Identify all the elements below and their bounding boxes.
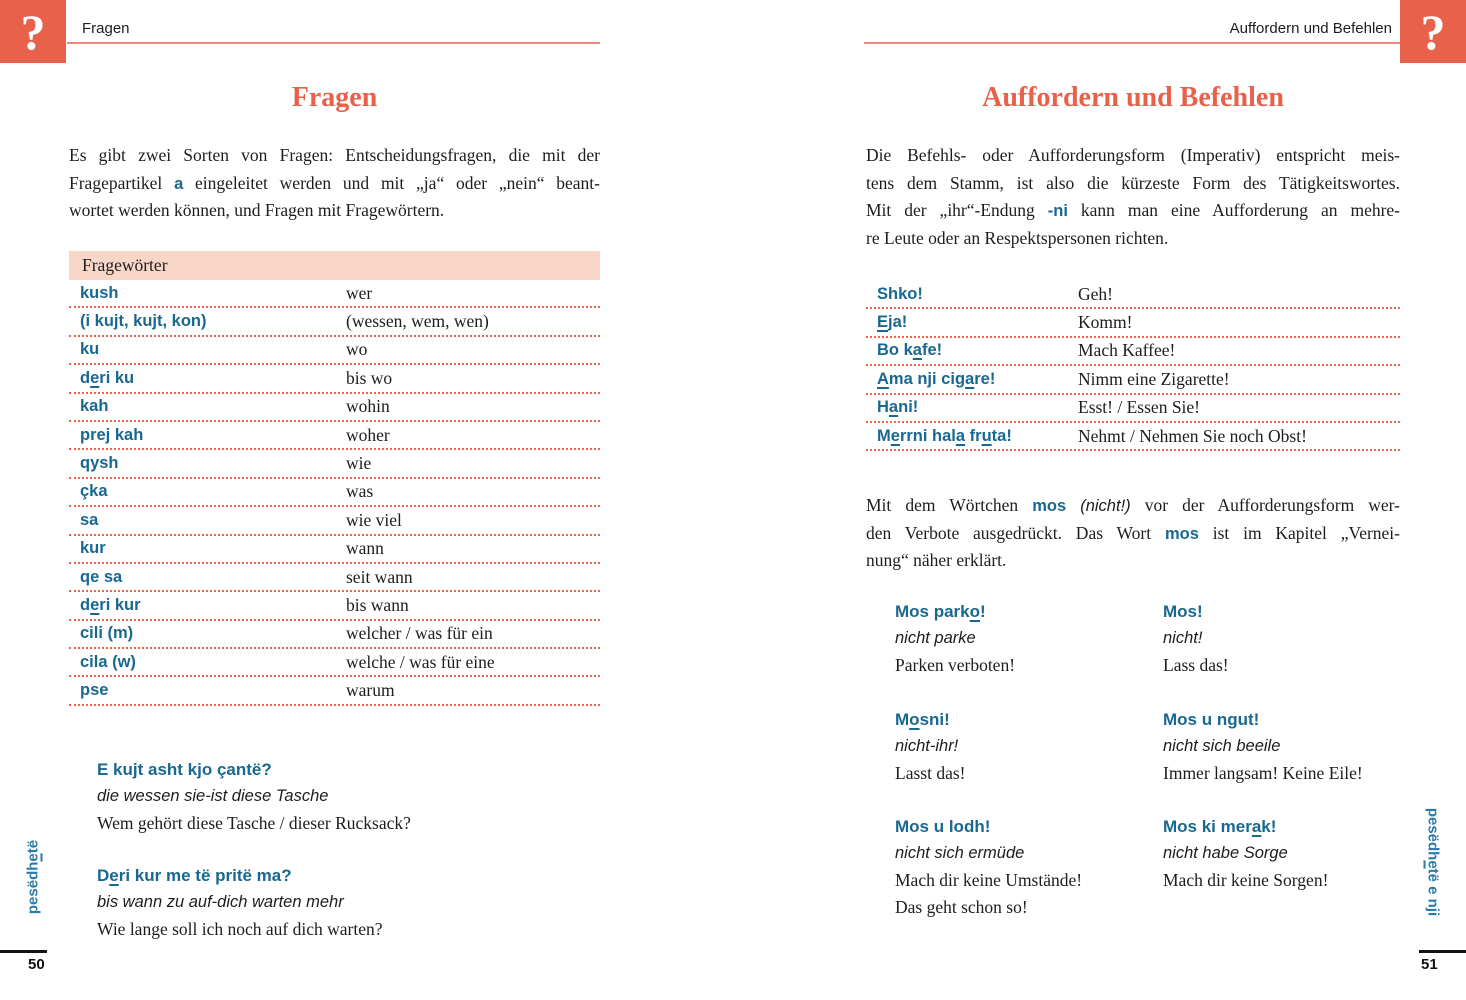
albanian-cell: cili (m): [80, 624, 134, 643]
page-number-left: 50: [28, 956, 45, 973]
paragraph-line: Die Befehls- oder Aufforderungsform (Imperativ) entspricht meis-: [866, 145, 1400, 165]
albanian-cell: ku: [80, 340, 100, 359]
albanian-cell: Hani!: [877, 398, 919, 417]
table-row: [69, 536, 600, 564]
albanian-cell: (i kujt, kujt, kon): [80, 312, 207, 331]
german-sentence: Mach dir keine Umstände!: [895, 870, 1083, 890]
paragraph-line: den Verbote ausgedrückt. Das Wort mos ist im Kapitel „Vernei-: [866, 522, 1400, 543]
gloss-line: die wessen sie-ist diese Tasche: [97, 787, 329, 805]
page-title-left: Fragen: [291, 82, 378, 113]
albanian-sentence: Deri kur me të pritë ma?: [97, 866, 292, 885]
intro-paragraph-right: [866, 142, 1400, 252]
question-mark-icon: ?: [0, 0, 66, 63]
table-row: [69, 677, 600, 705]
paragraph-line: Mit der „ihr“-Endung -ni kann man eine Aufforderung an mehre-: [866, 200, 1401, 220]
gloss-line: bis wann zu auf-dich warten mehr: [97, 893, 344, 911]
paragraph-line: Mit dem Wörtchen mos (nicht!) vor der Aufforderungsform wer-: [866, 495, 1400, 515]
question-mark-icon: ?: [1400, 0, 1466, 63]
gloss-line: nicht sich beeile: [1163, 737, 1281, 755]
header-rule: [67, 42, 600, 44]
german-cell: was: [346, 481, 374, 502]
albanian-sentence: Mosni!: [895, 710, 950, 729]
table-header: Fragewörter: [69, 251, 600, 280]
table-row: [866, 395, 1400, 423]
folio-rule: [1419, 950, 1466, 953]
german-cell: bis wann: [346, 595, 409, 615]
side-label-left: pesëdhetë: [24, 839, 42, 915]
albanian-cell: Eja!: [877, 313, 908, 332]
albanian-cell: cila (w): [80, 652, 136, 671]
mos-block: [895, 598, 1015, 679]
paragraph-line: re Leute oder an Respektspersonen richten.: [866, 227, 1169, 248]
albanian-cell: kur: [80, 539, 106, 558]
paragraph-line: Es gibt zwei Sorten von Fragen: Entscheidungsfragen, die mit der: [69, 145, 600, 165]
german-cell: wo: [346, 339, 368, 360]
german-cell: Komm!: [1078, 312, 1133, 333]
german-sentence: Immer langsam! Keine Eile!: [1163, 763, 1363, 783]
paragraph-line: wortet werden können, und Fragen mit Fragewörtern.: [69, 200, 445, 220]
german-cell: Nimm eine Zigarette!: [1078, 368, 1230, 389]
table-row: [69, 394, 600, 422]
german-sentence: Wie lange soll ich noch auf dich warten?: [97, 919, 383, 939]
table-row: [69, 308, 600, 336]
albanian-cell: prej kah: [80, 425, 144, 444]
table-row: [866, 423, 1400, 451]
table-row: [866, 366, 1400, 394]
german-sentence: Das geht schon so!: [895, 897, 1028, 917]
albanian-cell: Bo kafe!: [877, 341, 943, 360]
side-label-right: pesëdhetë e nji: [1424, 807, 1442, 917]
table-row: [69, 564, 600, 592]
german-cell: Mach Kaffee!: [1078, 340, 1176, 361]
german-cell: wie: [346, 453, 372, 474]
mos-block: [895, 706, 965, 787]
albanian-sentence: Mos!: [1163, 602, 1203, 621]
gloss-line: nicht parke: [895, 629, 976, 647]
table-row: [866, 309, 1400, 337]
german-cell: Geh!: [1078, 283, 1113, 304]
german-sentence: Mach dir keine Sorgen!: [1163, 870, 1329, 890]
albanian-cell: Shko!: [877, 284, 923, 303]
table-row: [69, 422, 600, 450]
albanian-cell: deri kur: [80, 596, 141, 614]
table-row: [866, 281, 1400, 309]
german-cell: welche / was für eine: [346, 651, 495, 672]
gloss-line: nicht sich ermüde: [895, 844, 1025, 862]
albanian-cell: qe sa: [80, 567, 123, 586]
albanian-sentence: Mos parko!: [895, 602, 986, 621]
albanian-cell: deri ku: [80, 368, 135, 387]
albanian-sentence: Mos u ngut!: [1163, 710, 1260, 729]
intro-paragraph-left: [69, 142, 600, 225]
paragraph-line: tens dem Stamm, ist also die kürzeste Form des Tätigkeitswortes.: [866, 172, 1400, 193]
page-number-right: 51: [1421, 956, 1438, 973]
question-words-table: [69, 251, 600, 706]
mos-block: [895, 813, 1082, 921]
german-cell: Nehmt / Nehmen Sie noch Obst!: [1078, 425, 1307, 446]
german-cell: wie viel: [346, 509, 402, 530]
gloss-line: nicht!: [1163, 629, 1203, 647]
german-cell: bis wo: [346, 367, 393, 388]
table-row: [69, 280, 600, 308]
german-cell: seit wann: [346, 566, 413, 587]
german-sentence: Wem gehört diese Tasche / dieser Rucksack?: [97, 813, 411, 833]
example-block: [97, 862, 383, 943]
table-row: [69, 450, 600, 478]
gloss-line: nicht-ihr!: [895, 737, 959, 755]
albanian-cell: çka: [80, 482, 108, 501]
german-cell: wer: [346, 282, 373, 303]
german-cell: Esst! / Essen Sie!: [1078, 397, 1201, 418]
albanian-cell: pse: [80, 681, 109, 700]
german-cell: wohin: [346, 396, 390, 417]
german-sentence: Lasst das!: [895, 763, 966, 783]
header-rule: [864, 42, 1400, 44]
german-cell: wann: [346, 538, 384, 559]
running-header-right: Auffordern und Befehlen: [1229, 20, 1392, 37]
albanian-sentence: Mos u lodh!: [895, 817, 991, 836]
table-row: [69, 507, 600, 535]
albanian-cell: kah: [80, 397, 109, 416]
table-row: [69, 479, 600, 507]
running-header-left: Fragen: [82, 20, 130, 37]
table-row: [69, 621, 600, 649]
mos-block: [1163, 813, 1328, 894]
paragraph-line: Fragepartikel a eingeleitet werden und mit „ja“ oder „nein“ beant-: [69, 172, 600, 193]
german-cell: woher: [346, 424, 390, 445]
albanian-sentence: Mos ki merak!: [1163, 817, 1277, 836]
paragraph-line: nung“ näher erklärt.: [866, 550, 1007, 570]
albanian-sentence: E kujt asht kjo çantë?: [97, 760, 272, 779]
german-cell: welcher / was für ein: [346, 623, 493, 644]
table-row: [866, 338, 1400, 366]
imperative-table: [866, 281, 1400, 451]
table-row: [69, 337, 600, 365]
albanian-cell: Merrni hala fruta!: [877, 426, 1012, 445]
albanian-cell: kush: [80, 283, 119, 302]
example-block: [97, 756, 411, 837]
table-row: [69, 592, 600, 620]
mos-paragraph: [866, 492, 1400, 575]
german-cell: warum: [346, 680, 395, 701]
gloss-line: nicht habe Sorge: [1163, 844, 1288, 862]
table-row: [69, 649, 600, 677]
albanian-cell: Ama nji cigare!: [877, 369, 996, 388]
mos-block: [1163, 598, 1229, 679]
german-cell: (wessen, wem, wen): [346, 311, 489, 332]
german-sentence: Parken verboten!: [895, 655, 1016, 675]
page-title-right: Auffordern und Befehlen: [982, 82, 1284, 113]
mos-block: [1163, 706, 1363, 787]
albanian-cell: qysh: [80, 454, 119, 473]
german-sentence: Lass das!: [1163, 655, 1229, 675]
albanian-cell: sa: [80, 510, 99, 529]
folio-rule: [0, 950, 47, 953]
table-row: [69, 365, 600, 393]
